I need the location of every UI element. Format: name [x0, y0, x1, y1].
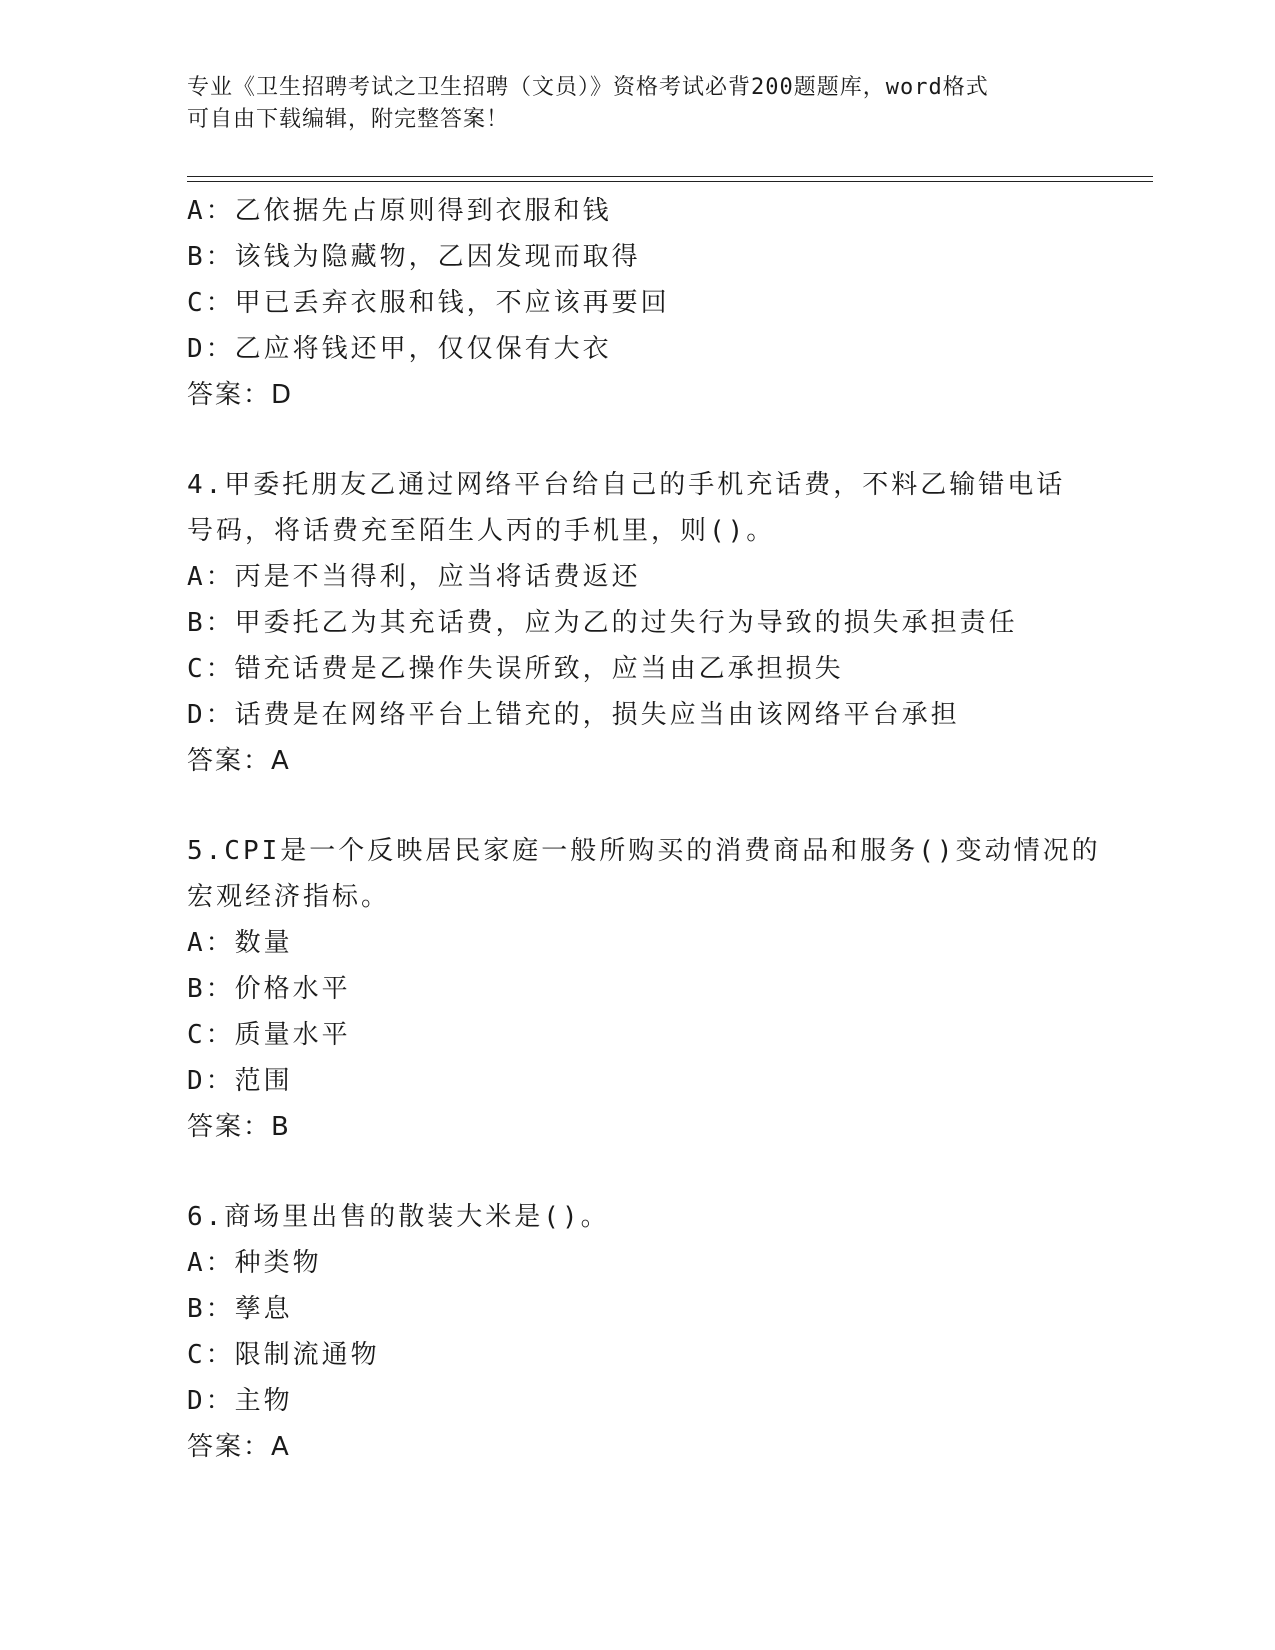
option-a: A：丙是不当得利，应当将话费返还 — [187, 562, 641, 592]
question-5 — [187, 828, 1147, 1150]
question-stem: 5.CPI是一个反映居民家庭一般所购买的消费商品和服务()变动情况的 — [187, 836, 1101, 866]
option-b: B：甲委托乙为其充话费，应为乙的过失行为导致的损失承担责任 — [187, 608, 1018, 638]
option-c: C：错充话费是乙操作失误所致，应当由乙承担损失 — [187, 654, 844, 684]
option-d: D：话费是在网络平台上错充的，损失应当由该网络平台承担 — [187, 700, 960, 730]
option-d: D：乙应将钱还甲，仅仅保有大衣 — [187, 334, 612, 364]
option-a: A：乙依据先占原则得到衣服和钱 — [187, 196, 612, 226]
document-header — [187, 72, 1087, 136]
answer: 答案：D — [187, 380, 294, 410]
question-stem-continued: 宏观经济指标。 — [187, 882, 391, 912]
option-b: B：该钱为隐藏物，乙因发现而取得 — [187, 242, 641, 272]
option-b: B：价格水平 — [187, 974, 351, 1004]
option-b: B：孳息 — [187, 1294, 293, 1324]
option-d: D：主物 — [187, 1386, 293, 1416]
header-title-line-2: 可自由下载编辑，附完整答案！ — [187, 107, 510, 132]
question-4 — [187, 462, 1147, 784]
answer: 答案：A — [187, 1432, 291, 1462]
option-d: D：范围 — [187, 1066, 293, 1096]
question-3 — [187, 188, 1147, 418]
question-stem-continued: 号码，将话费充至陌生人丙的手机里，则()。 — [187, 516, 776, 546]
spacer — [187, 784, 1147, 828]
header-title-line-1: 专业《卫生招聘考试之卫生招聘（文员）》资格考试必背200题题库，word格式 — [187, 75, 989, 100]
option-c: C：限制流通物 — [187, 1340, 380, 1370]
option-c: C：甲已丢弃衣服和钱，不应该再要回 — [187, 288, 670, 318]
question-stem: 6.商场里出售的散装大米是()。 — [187, 1202, 610, 1232]
option-a: A：种类物 — [187, 1248, 322, 1278]
answer: 答案：A — [187, 746, 291, 776]
spacer — [187, 418, 1147, 462]
spacer — [187, 1150, 1147, 1194]
header-divider-top — [187, 176, 1153, 177]
option-c: C：质量水平 — [187, 1020, 351, 1050]
question-stem: 4.甲委托朋友乙通过网络平台给自己的手机充话费，不料乙输错电话 — [187, 470, 1066, 500]
question-list — [187, 188, 1147, 1470]
option-a: A：数量 — [187, 928, 293, 958]
question-6 — [187, 1194, 1147, 1470]
header-divider-bottom — [187, 181, 1153, 182]
answer: 答案：B — [187, 1112, 291, 1142]
